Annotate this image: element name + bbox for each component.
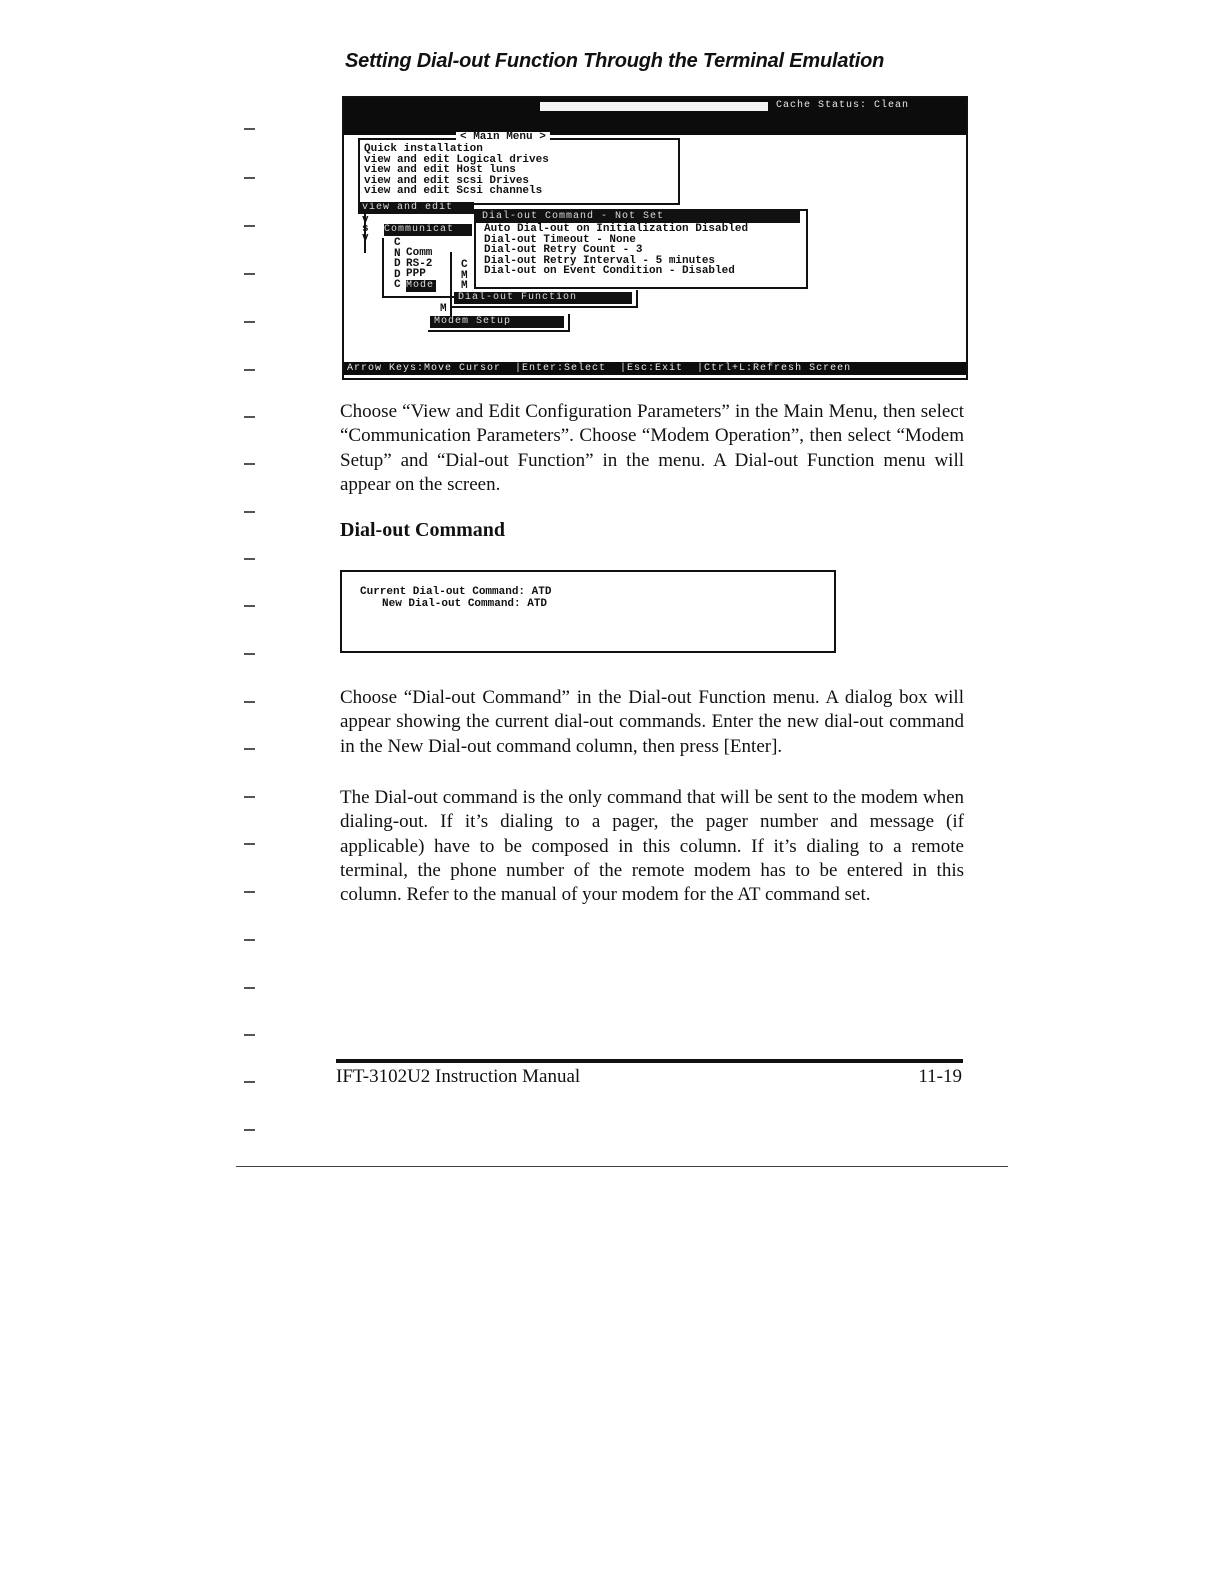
modem-letters: [461, 260, 468, 292]
section-title: Setting Dial-out Function Through the Terminal Emulation: [345, 50, 885, 72]
terminal-status-bar: [344, 98, 966, 135]
footer-manual-title: IFT-3102U2 Instruction Manual: [336, 1066, 581, 1087]
communication-letter: D: [394, 268, 401, 281]
instruction-paragraph: The Dial-out command is the only command that will be sent to the modem when dialing-out. If it’s dialing to a pager, the pager number and message (if applicable) have to be composed in this column. If it’s dialing to a remote terminal, the phone number of the remote modem has to be entered in this column. Refer to the manual of your modem for the AT command set.: [340, 787, 964, 906]
cache-status: Cache Status: Clean: [776, 100, 910, 111]
margin-mark: [244, 1129, 255, 1131]
communication-letter: C: [394, 237, 401, 249]
margin-mark: [244, 748, 255, 750]
dialout-function-selected-item[interactable]: Dial-out Function: [454, 292, 632, 304]
main-menu-title: < Main Menu >: [456, 132, 550, 143]
margin-mark: [244, 321, 255, 323]
modem-setup-selected-item[interactable]: Modem Setup: [430, 316, 564, 328]
dialout-function-item[interactable]: Dial-out Timeout - None: [484, 233, 636, 246]
margin-mark: [244, 416, 255, 418]
margin-mark: [244, 225, 255, 227]
main-menu-item[interactable]: view and edit Scsi channels: [364, 185, 543, 197]
dialout-function-item[interactable]: Auto Dial-out on Initialization Disabled: [484, 223, 749, 235]
instruction-paragraph: Choose “Dial-out Command” in the Dial-out Function menu. A dialog box will appear showing the current dial-out commands. Enter the new dial-out command in the New Dial-out command column, then press [Enter].: [340, 687, 964, 757]
margin-mark: [244, 273, 255, 275]
communication-letter: N: [394, 247, 401, 260]
dialout-function-list: [484, 224, 748, 277]
subsection-heading: Dial-out Command: [340, 519, 506, 541]
instruction-paragraph: Choose “View and Edit Configuration Parameters” in the Main Menu, then select “Communication Parameters”. Choose “Modem Operation”, then select “Modem Setup” and “Dial-out Function” in the menu. A Dial-out Function menu will appear on the screen.: [340, 401, 964, 495]
main-menu-selected-item[interactable]: view and edit: [358, 202, 474, 214]
margin-mark: [244, 987, 255, 989]
margin-mark: [244, 653, 255, 655]
terminal-screenshot: [342, 96, 968, 380]
modem-letter: M: [461, 269, 468, 282]
margin-mark: [244, 796, 255, 798]
margin-mark: [244, 843, 255, 845]
submenu-letters: [362, 216, 369, 243]
terminal-help-bar: Arrow Keys:Move Cursor |Enter:Select |Esc:Exit |Ctrl+L:Refresh Screen: [344, 362, 966, 375]
dialout-function-item[interactable]: Dial-out on Event Condition - Disabled: [484, 265, 735, 277]
margin-mark: [244, 511, 255, 513]
margin-mark: [244, 128, 255, 130]
dialout-command-dialog: [340, 570, 836, 653]
margin-mark: [244, 605, 255, 607]
dialout-function-item[interactable]: Dial-out Retry Interval - 5 minutes: [484, 254, 716, 267]
margin-mark: [244, 369, 255, 371]
page-bottom-rule: [236, 1166, 1008, 1167]
communication-letters: [394, 238, 401, 291]
footer-rule: [336, 1059, 963, 1063]
margin-mark: [244, 1034, 255, 1036]
margin-mark: [244, 1081, 255, 1083]
communication-submenu-list: [406, 248, 432, 280]
communication-selected-item[interactable]: Communicat: [384, 224, 472, 236]
modem-letter: M: [461, 280, 468, 292]
margin-mark: [244, 558, 255, 560]
margin-mark: [244, 891, 255, 893]
main-menu-item[interactable]: view and edit Logical drives: [364, 153, 549, 166]
modem-letter: C: [461, 259, 468, 271]
page-number: 11-19: [918, 1066, 962, 1087]
current-dialout-command: Current Dial-out Command: ATD: [360, 586, 552, 598]
modem-selected-item[interactable]: Mode: [406, 280, 435, 291]
submenu-letter: v: [362, 232, 369, 244]
main-menu-item[interactable]: view and edit scsi Drives: [364, 174, 530, 187]
communication-item[interactable]: PPP: [406, 268, 426, 280]
communication-letter: D: [394, 258, 401, 270]
margin-mark: [244, 463, 255, 465]
modem-letter: M: [440, 303, 447, 315]
margin-mark: [244, 939, 255, 941]
communication-item[interactable]: RS-2: [406, 257, 433, 270]
dialout-function-item[interactable]: Dial-out Retry Count - 3: [484, 244, 643, 256]
dialout-command-selected-item[interactable]: Dial-out Command - Not Set: [476, 211, 800, 223]
main-menu-item[interactable]: Quick installation: [364, 143, 483, 155]
margin-mark: [244, 177, 255, 179]
terminal-title-field: [540, 102, 768, 111]
main-menu-list: [364, 144, 549, 197]
main-menu-item[interactable]: view and edit Host luns: [364, 164, 516, 176]
new-dialout-command-field[interactable]: New Dial-out Command: ATD: [382, 598, 548, 610]
communication-item[interactable]: Comm: [406, 247, 433, 259]
margin-mark: [244, 701, 255, 703]
communication-letter: C: [394, 279, 401, 291]
submenu-letter: v: [362, 214, 369, 226]
submenu-letter: s: [362, 223, 369, 235]
